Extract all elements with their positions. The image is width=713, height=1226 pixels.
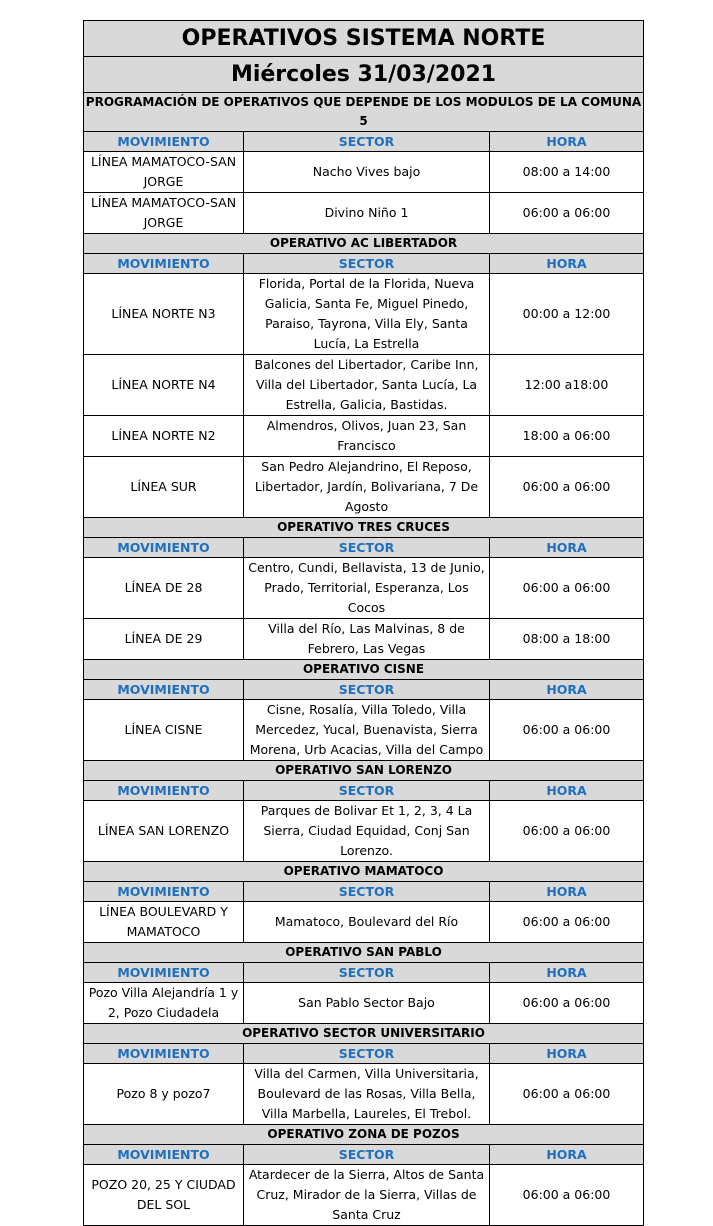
section-row xyxy=(84,943,644,963)
column-header-row xyxy=(84,680,644,700)
movimiento-cell: Pozo 8 y pozo7 xyxy=(84,1064,244,1125)
column-header-hora: HORA xyxy=(490,538,644,558)
sector-cell: Nacho Vives bajo xyxy=(244,152,490,193)
hora-cell: 06:00 a 06:00 xyxy=(490,1064,644,1125)
column-header-sector: SECTOR xyxy=(244,680,490,700)
table-row xyxy=(84,355,644,416)
page-date: Miércoles 31/03/2021 xyxy=(84,57,644,93)
movimiento-cell: LÍNEA NORTE N2 xyxy=(84,416,244,457)
section-title: OPERATIVO CISNE xyxy=(84,660,644,680)
column-header-sector: SECTOR xyxy=(244,963,490,983)
section-title: OPERATIVO MAMATOCO xyxy=(84,862,644,882)
sector-cell: Florida, Portal de la Florida, Nueva Galicia, Santa Fe, Miguel Pinedo, Paraiso, Tayrona, Villa Ely, Santa Lucía, La Estrella xyxy=(244,274,490,355)
column-header-sector: SECTOR xyxy=(244,1145,490,1165)
column-header-row xyxy=(84,254,644,274)
sector-cell: San Pablo Sector Bajo xyxy=(244,983,490,1024)
sector-cell: Divino Niño 1 xyxy=(244,193,490,234)
column-header-movimiento: MOVIMIENTO xyxy=(84,882,244,902)
column-header-movimiento: MOVIMIENTO xyxy=(84,963,244,983)
movimiento-cell: LÍNEA MAMATOCO-SAN JORGE xyxy=(84,152,244,193)
sector-cell: Villa del Río, Las Malvinas, 8 de Febrero, Las Vegas xyxy=(244,619,490,660)
column-header-sector: SECTOR xyxy=(244,132,490,152)
sector-cell: Balcones del Libertador, Caribe Inn, Villa del Libertador, Santa Lucía, La Estrella, Galicia, Bastidas. xyxy=(244,355,490,416)
table-row xyxy=(84,619,644,660)
column-header-movimiento: MOVIMIENTO xyxy=(84,254,244,274)
sector-cell: San Pedro Alejandrino, El Reposo, Libertador, Jardín, Bolivariana, 7 De Agosto xyxy=(244,457,490,518)
movimiento-cell: LÍNEA SUR xyxy=(84,457,244,518)
hora-cell: 00:00 a 12:00 xyxy=(490,274,644,355)
column-header-hora: HORA xyxy=(490,254,644,274)
section-title: OPERATIVO ZONA DE POZOS xyxy=(84,1125,644,1145)
column-header-movimiento: MOVIMIENTO xyxy=(84,538,244,558)
movimiento-cell: LÍNEA SAN LORENZO xyxy=(84,801,244,862)
column-header-hora: HORA xyxy=(490,882,644,902)
table-row xyxy=(84,801,644,862)
section-title: OPERATIVO SAN PABLO xyxy=(84,943,644,963)
section-row xyxy=(84,862,644,882)
column-header-row xyxy=(84,1145,644,1165)
table-row xyxy=(84,1165,644,1226)
sector-cell: Villa del Carmen, Villa Universitaria, Boulevard de las Rosas, Villa Bella, Villa Marbella, Laureles, El Trebol. xyxy=(244,1064,490,1125)
column-header-hora: HORA xyxy=(490,1044,644,1064)
table-row xyxy=(84,416,644,457)
movimiento-cell: LÍNEA BOULEVARD Y MAMATOCO xyxy=(84,902,244,943)
hora-cell: 06:00 a 06:00 xyxy=(490,1165,644,1226)
hora-cell: 06:00 a 06:00 xyxy=(490,193,644,234)
movimiento-cell: Pozo Villa Alejandría 1 y 2, Pozo Ciudadela xyxy=(84,983,244,1024)
section-row xyxy=(84,660,644,680)
movimiento-cell: LÍNEA DE 29 xyxy=(84,619,244,660)
section-title: OPERATIVO TRES CRUCES xyxy=(84,518,644,538)
movimiento-cell: LÍNEA MAMATOCO-SAN JORGE xyxy=(84,193,244,234)
column-header-movimiento: MOVIMIENTO xyxy=(84,781,244,801)
hora-cell: 12:00 a18:00 xyxy=(490,355,644,416)
movimiento-cell: LÍNEA CISNE xyxy=(84,700,244,761)
column-header-sector: SECTOR xyxy=(244,882,490,902)
column-header-row xyxy=(84,882,644,902)
section-title: OPERATIVO SECTOR UNIVERSITARIO xyxy=(84,1024,644,1044)
section-title: PROGRAMACIÓN DE OPERATIVOS QUE DEPENDE DE LOS MODULOS DE LA COMUNA 5 xyxy=(84,93,644,132)
column-header-movimiento: MOVIMIENTO xyxy=(84,680,244,700)
hora-cell: 08:00 a 14:00 xyxy=(490,152,644,193)
column-header-row xyxy=(84,963,644,983)
table-row xyxy=(84,152,644,193)
section-row xyxy=(84,234,644,254)
column-header-sector: SECTOR xyxy=(244,538,490,558)
hora-cell: 06:00 a 06:00 xyxy=(490,700,644,761)
column-header-row xyxy=(84,1044,644,1064)
column-header-hora: HORA xyxy=(490,680,644,700)
hora-cell: 18:00 a 06:00 xyxy=(490,416,644,457)
table-row xyxy=(84,558,644,619)
section-title: OPERATIVO AC LIBERTADOR xyxy=(84,234,644,254)
column-header-row xyxy=(84,132,644,152)
hora-cell: 06:00 a 06:00 xyxy=(490,457,644,518)
section-row xyxy=(84,93,644,132)
section-row xyxy=(84,1125,644,1145)
column-header-hora: HORA xyxy=(490,132,644,152)
column-header-hora: HORA xyxy=(490,781,644,801)
column-header-row xyxy=(84,538,644,558)
column-header-row xyxy=(84,781,644,801)
sector-cell: Centro, Cundi, Bellavista, 13 de Junio, Prado, Territorial, Esperanza, Los Cocos xyxy=(244,558,490,619)
table-row xyxy=(84,274,644,355)
column-header-hora: HORA xyxy=(490,1145,644,1165)
table-row xyxy=(84,902,644,943)
section-row xyxy=(84,518,644,538)
hora-cell: 06:00 a 06:00 xyxy=(490,801,644,862)
page-title: OPERATIVOS SISTEMA NORTE xyxy=(84,21,644,57)
movimiento-cell: POZO 20, 25 Y CIUDAD DEL SOL xyxy=(84,1165,244,1226)
column-header-sector: SECTOR xyxy=(244,781,490,801)
sector-cell: Cisne, Rosalía, Villa Toledo, Villa Mercedez, Yucal, Buenavista, Sierra Morena, Urb Acacias, Villa del Campo xyxy=(244,700,490,761)
column-header-movimiento: MOVIMIENTO xyxy=(84,132,244,152)
movimiento-cell: LÍNEA NORTE N3 xyxy=(84,274,244,355)
sector-cell: Parques de Bolivar Et 1, 2, 3, 4 La Sierra, Ciudad Equidad, Conj San Lorenzo. xyxy=(244,801,490,862)
section-title: OPERATIVO SAN LORENZO xyxy=(84,761,644,781)
hora-cell: 06:00 a 06:00 xyxy=(490,902,644,943)
table-row xyxy=(84,457,644,518)
movimiento-cell: LÍNEA DE 28 xyxy=(84,558,244,619)
column-header-sector: SECTOR xyxy=(244,1044,490,1064)
column-header-hora: HORA xyxy=(490,963,644,983)
date-row xyxy=(84,57,644,93)
section-row xyxy=(84,761,644,781)
table-row xyxy=(84,193,644,234)
hora-cell: 08:00 a 18:00 xyxy=(490,619,644,660)
hora-cell: 06:00 a 06:00 xyxy=(490,558,644,619)
table-row xyxy=(84,700,644,761)
title-row xyxy=(84,21,644,57)
section-row xyxy=(84,1024,644,1044)
sector-cell: Almendros, Olivos, Juan 23, San Francisco xyxy=(244,416,490,457)
column-header-movimiento: MOVIMIENTO xyxy=(84,1044,244,1064)
movimiento-cell: LÍNEA NORTE N4 xyxy=(84,355,244,416)
table-row xyxy=(84,983,644,1024)
sector-cell: Mamatoco, Boulevard del Río xyxy=(244,902,490,943)
column-header-movimiento: MOVIMIENTO xyxy=(84,1145,244,1165)
table-row xyxy=(84,1064,644,1125)
operativos-table xyxy=(83,20,644,1226)
sector-cell: Atardecer de la Sierra, Altos de Santa Cruz, Mirador de la Sierra, Villas de Santa Cruz xyxy=(244,1165,490,1226)
hora-cell: 06:00 a 06:00 xyxy=(490,983,644,1024)
column-header-sector: SECTOR xyxy=(244,254,490,274)
